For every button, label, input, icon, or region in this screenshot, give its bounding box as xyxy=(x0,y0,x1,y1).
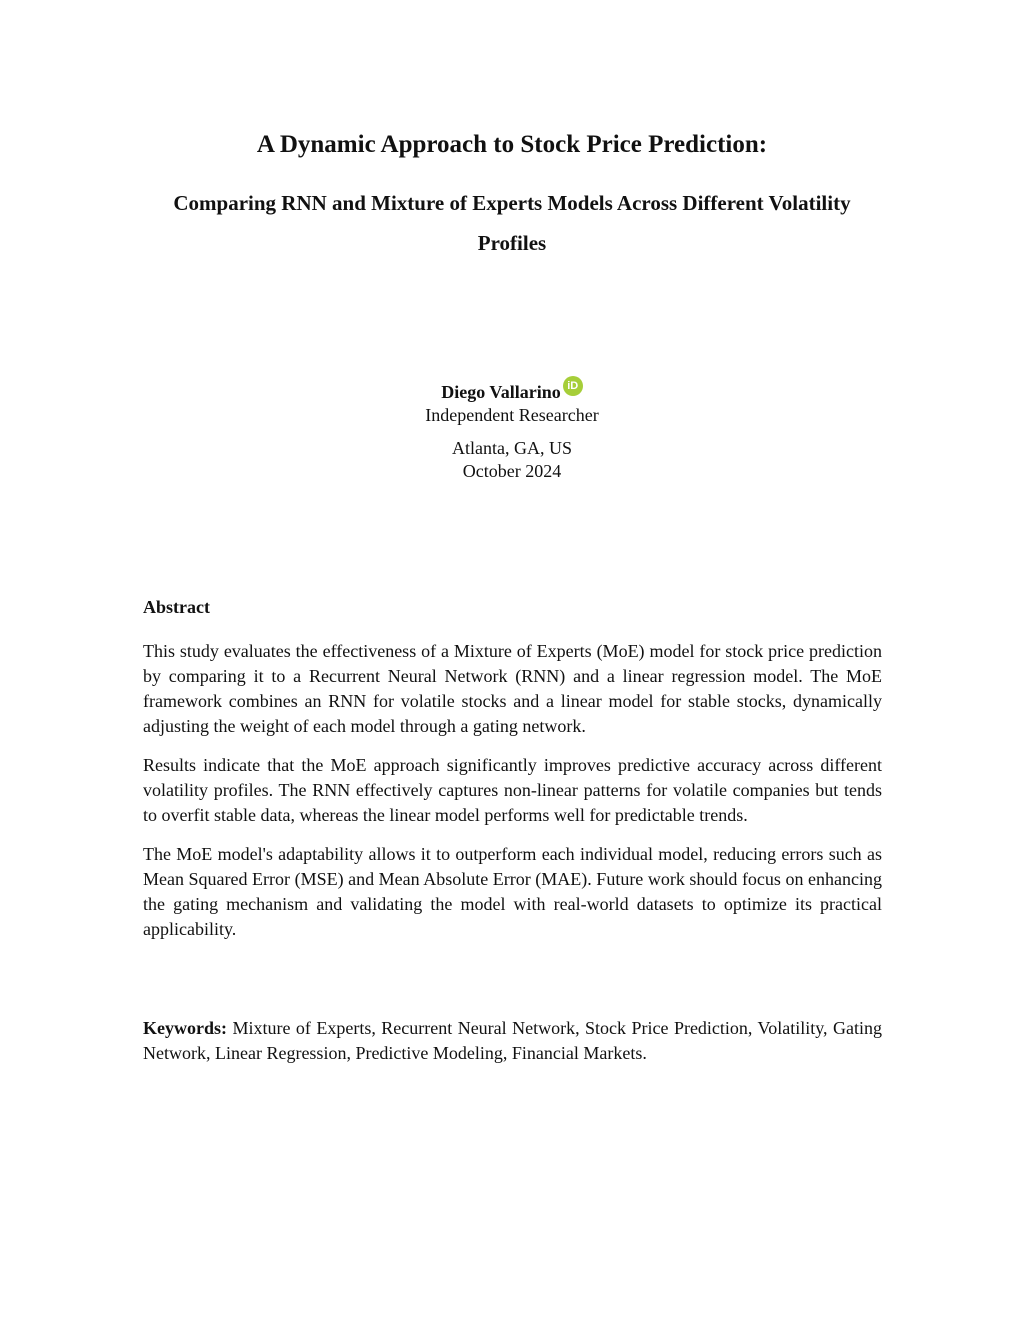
paper-subtitle: Comparing RNN and Mixture of Experts Models Across Different Volatility Profiles xyxy=(173,191,851,255)
author-affiliation: Independent Researcher xyxy=(425,405,599,426)
abstract-heading: Abstract xyxy=(143,597,210,617)
author-line xyxy=(0,380,1024,404)
author-block xyxy=(0,380,1024,483)
abstract-body xyxy=(143,639,882,956)
keywords-text: Mixture of Experts, Recurrent Neural Network, Stock Price Prediction, Volatility, Gating Network, Linear Regression, Predictive Modeling, Financial Markets. xyxy=(143,1018,882,1063)
publication-date: October 2024 xyxy=(462,461,562,482)
abstract-paragraph: This study evaluates the effectiveness of a Mixture of Experts (MoE) model for stock price prediction by comparing it to a Recurrent Neural Network (RNN) and a linear regression model. The MoE framework combines an RNN for volatile stocks and a linear model for stable stocks, dynamically adjusting the weight of each model through a gating network. xyxy=(143,641,882,736)
abstract-paragraph: The MoE model's adaptability allows it to outperform each individual model, reducing errors such as Mean Squared Error (MSE) and Mean Absolute Error (MAE). Future work should focus on enhancing the gating mechanism and validating the model with real-world datasets to optimize its practical applicability. xyxy=(143,844,882,939)
keywords-label: Keywords: xyxy=(143,1018,227,1038)
abstract-paragraph: Results indicate that the MoE approach significantly improves predictive accuracy across different volatility profiles. The RNN effectively captures non-linear patterns for volatile companies but tends to overfit stable data, whereas the linear model performs well for predictable trends. xyxy=(143,755,882,825)
author-name: Diego Vallarino xyxy=(441,382,561,403)
author-location: Atlanta, GA, US xyxy=(452,438,572,459)
paper-title: A Dynamic Approach to Stock Price Prediction: xyxy=(256,131,768,158)
keywords-section xyxy=(143,1016,882,1066)
orcid-icon[interactable]: iD xyxy=(563,376,583,396)
